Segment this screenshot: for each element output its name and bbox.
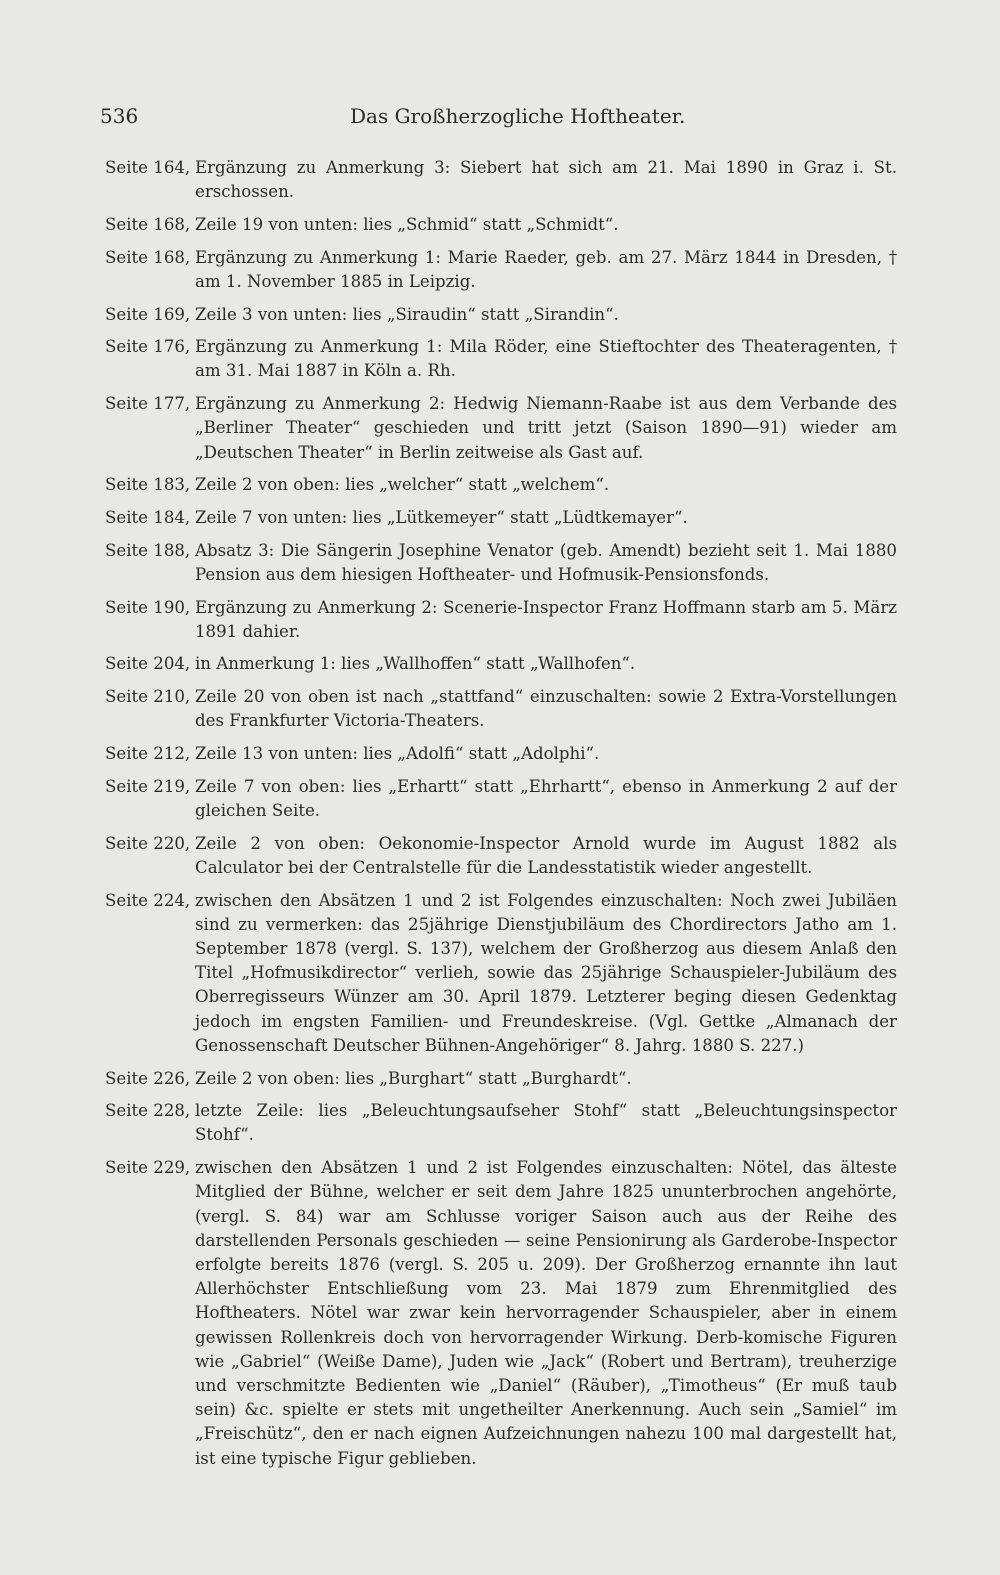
entry-text: Zeile 3 von unten: lies „Siraudin“ statt „Sirandin“. [195,304,619,324]
entry-text: Zeile 2 von oben: Oekonomie-Inspector Arnold wurde im August 1882 als Calculator bei der Centralstelle für die Landesstatistik wieder angestellt. [195,833,897,877]
entry-page-reference: Seite 169, [105,304,191,324]
entry-page-reference: Seite 183, [105,475,191,495]
entry-text: Zeile 2 von oben: lies „welcher“ statt „welchem“. [195,475,610,495]
errata-entry [105,1099,897,1147]
entry-text: Ergänzung zu Anmerkung 1: Mila Röder, eine Stieftochter des Theateragenten, † am 31. Mai 1887 in Köln a. Rh. [195,337,897,381]
errata-entry [105,506,897,530]
running-title: Das Großherzogliche Hoftheater. [350,104,686,128]
entry-page-reference: Seite 168, [105,214,191,234]
entry-page-reference: Seite 190, [105,597,191,617]
entry-text: zwischen den Absätzen 1 und 2 ist Folgendes einzuschalten: Nötel, das älteste Mitglied der Bühne, welcher er seit dem Jahre 1825 ununterbrochen angehörte, (vergl. S. 84) war am Schlusse voriger Saison auch aus der Reihe des darstellenden Personals geschieden — seine Pensionirung als Garderobe-Inspector erfolgte bereits 1876 (vergl. S. 205 u. 209). Der Großherzog ernannte ihn laut Allerhöchster Entschließung vom 23. Mai 1879 zum Ehrenmitglied des Hoftheaters. Nötel war zwar kein hervorragender Schauspieler, aber in einem gewissen Rollenkreis doch von hervorragender Wirkung. Derb-komische Figuren wie „Gabriel“ (Weiße Dame), Juden wie „Jack“ (Robert und Bertram), treuherzige und verschmitzte Bedienten wie „Daniel“ (Räuber), „Timotheus“ (Er muß taub sein) &c. spielte er stets mit ungetheilter Anerkennung. Auch sein „Samiel“ im „Freischütz“, den er nach eignen Aufzeichnungen nahezu 100 mal dargestellt hat, ist eine typische Figur geblieben. [195,1158,897,1468]
entry-page-reference: Seite 228, [105,1101,191,1121]
entry-page-reference: Seite 226, [105,1068,191,1088]
page-header [100,104,900,134]
entry-page-reference: Seite 176, [105,337,191,357]
errata-entry [105,889,897,1058]
errata-entry [105,392,897,465]
entry-page-reference: Seite 219, [105,776,191,796]
entry-text: zwischen den Absätzen 1 und 2 ist Folgendes einzuschalten: Noch zwei Jubiläen sind zu vermerken: das 25jährige Dienstjubiläum des Chordirectors Jatho am 1. September 1878 (vergl. S. 137), welchem der Großherzog aus diesem Anlaß den Titel „Hofmusikdirector“ verlieh, sowie das 25jährige Schauspieler-Jubiläum des Oberregisseurs Wünzer am 30. April 1879. Letzterer beging diesen Gedenktag jedoch im engsten Familien- und Freundeskreise. (Vgl. Gettke „Almanach der Genossenschaft Deutscher Bühnen-Angehöriger“ 8. Jahrg. 1880 S. 227.) [195,890,897,1055]
entry-page-reference: Seite 229, [105,1158,191,1178]
entry-text: Zeile 19 von unten: lies „Schmid“ statt „Schmidt“. [195,214,619,234]
errata-entry [105,213,897,237]
errata-entry [105,1067,897,1091]
entry-page-reference: Seite 168, [105,247,191,267]
entry-text: letzte Zeile: lies „Beleuchtungsaufseher Stohf“ statt „Beleuchtungsinspector Stohf“. [195,1101,897,1145]
entry-page-reference: Seite 224, [105,890,191,910]
entry-text: Zeile 7 von unten: lies „Lütkemeyer“ statt „Lüdtkemayer“. [195,507,688,527]
entry-page-reference: Seite 184, [105,507,191,527]
entry-page-reference: Seite 164, [105,158,191,177]
entry-text: Ergänzung zu Anmerkung 1: Marie Raeder, geb. am 27. März 1844 in Dresden, † am 1. November 1885 in Leipzig. [195,247,897,291]
entry-page-reference: Seite 177, [105,394,191,414]
errata-entry [105,775,897,823]
errata-entry [105,246,897,294]
page-number: 536 [100,104,139,128]
entry-text: Zeile 13 von unten: lies „Adolfi“ statt „Adolphi“. [195,744,600,764]
entry-page-reference: Seite 212, [105,744,191,764]
errata-list [105,156,897,1479]
entry-text: Ergänzung zu Anmerkung 3: Siebert hat sich am 21. Mai 1890 in Graz i. St. erschossen. [195,158,897,202]
entry-text: in Anmerkung 1: lies „Wallhoffen“ statt „Wallhofen“. [195,654,636,674]
errata-entry [105,685,897,733]
entry-text: Zeile 20 von oben ist nach „stattfand“ einzuschalten: sowie 2 Extra-Vorstellungen des Frankfurter Victoria-Theaters. [195,687,897,731]
entry-text: Zeile 2 von oben: lies „Burghart“ statt „Burghardt“. [195,1068,632,1088]
errata-entry [105,652,897,676]
errata-entry [105,303,897,327]
entry-text: Absatz 3: Die Sängerin Josephine Venator (geb. Amendt) bezieht seit 1. Mai 1880 Pension aus dem hiesigen Hoftheater- und Hofmusik-Pensionsfonds. [195,540,897,584]
entry-page-reference: Seite 188, [105,540,191,560]
entry-page-reference: Seite 210, [105,687,191,707]
errata-entry [105,539,897,587]
entry-text: Ergänzung zu Anmerkung 2: Scenerie-Inspector Franz Hoffmann starb am 5. März 1891 dahier. [195,597,897,641]
errata-entry [105,596,897,644]
entry-page-reference: Seite 204, [105,654,191,674]
errata-entry [105,1156,897,1471]
errata-entry [105,473,897,497]
entry-text: Ergänzung zu Anmerkung 2: Hedwig Niemann-Raabe ist aus dem Verbande des „Berliner Theater“ geschieden und tritt jetzt (Saison 1890—91) wieder am „Deutschen Theater“ in Berlin zeitweise als Gast auf. [195,394,897,462]
errata-entry [105,832,897,880]
errata-entry [105,742,897,766]
entry-page-reference: Seite 220, [105,833,191,853]
errata-entry [105,156,897,204]
errata-entry [105,335,897,383]
entry-text: Zeile 7 von oben: lies „Erhartt“ statt „Ehrhartt“, ebenso in Anmerkung 2 auf der gleichen Seite. [195,776,897,820]
